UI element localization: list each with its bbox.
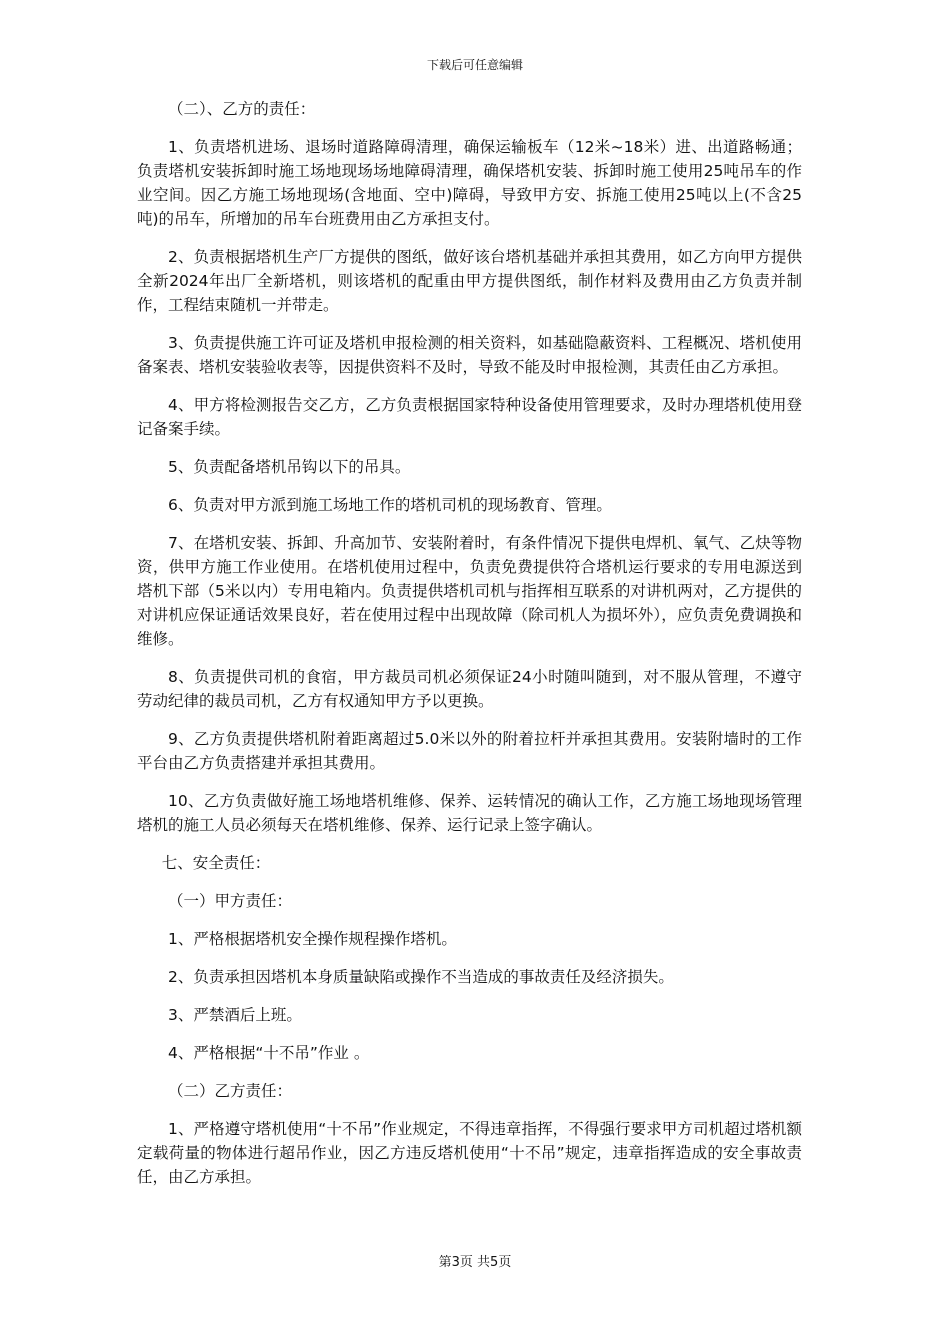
page-header-note: 下载后可任意编辑 — [426, 58, 523, 72]
paragraph: 8、负责提供司机的食宿，甲方裁员司机必须保证24小时随叫随到，对不服从管理，不遵守劳动纪律的裁员司机，乙方有权通知甲方予以更换。 — [137, 668, 802, 710]
subsection-heading-party-a: （一）甲方责任： — [168, 892, 293, 910]
paragraph: 1、严格根据塔机安全操作规程操作塔机。 — [168, 930, 457, 948]
paragraph: 4、甲方将检测报告交乙方，乙方负责根据国家特种设备使用管理要求，及时办理塔机使用登记备案手续。 — [137, 396, 802, 438]
page-number-footer: 第3页 共5页 — [438, 1255, 512, 1270]
paragraph: 7、在塔机安装、拆卸、升高加节、安装附着时，有条件情况下提供电焊机、氧气、乙炔等物资，供甲方施工作业使用。在塔机使用过程中，负责免费提供符合塔机运行要求的专用电源送到塔机下部（5米以内）专用电箱内。负责提供塔机司机与指挥相互联系的对讲机两对，乙方提供的对讲机应保证通话效果良好，若在使用过程中出现故障（除司机人为损坏外），应负责免费调换和维修。 — [137, 534, 802, 648]
section-heading-safety: 七、安全责任： — [161, 854, 271, 872]
paragraph: 1、负责塔机进场、退场时道路障碍清理，确保运输板车（12米~18米）进、出道路畅通；负责塔机安装拆卸时施工场地现场场地障碍清理，确保塔机安装、拆卸时施工使用25吨吊车的作业空间。因乙方施工场地现场(含地面、空中)障碍，导致甲方安、拆施工使用25吨以上(不含25吨)的吊车，所增加的吊车台班费用由乙方承担支付。 — [137, 138, 802, 228]
subsection-heading-party-b: （二）乙方责任： — [168, 1082, 293, 1100]
section-heading-party-b-responsibilities: （二）、乙方的责任： — [168, 100, 316, 118]
paragraph: 1、严格遵守塔机使用“十不吊”作业规定，不得违章指挥，不得强行要求甲方司机超过塔机额定载荷量的物体进行超吊作业，因乙方违反塔机使用“十不吊”规定，违章指挥造成的安全事故责任，由乙方承担。 — [137, 1120, 802, 1186]
paragraph: 5、负责配备塔机吊钩以下的吊具。 — [168, 458, 411, 476]
paragraph: 9、乙方负责提供塔机附着距离超过5.0米以外的附着拉杆并承担其费用。安装附墙时的工作平台由乙方负责搭建并承担其费用。 — [137, 730, 802, 772]
paragraph: 3、负责提供施工许可证及塔机申报检测的相关资料，如基础隐蔽资料、工程概况、塔机使用备案表、塔机安装验收表等，因提供资料不及时，导致不能及时申报检测，其责任由乙方承担。 — [137, 334, 802, 376]
paragraph: 3、严禁酒后上班。 — [168, 1006, 302, 1024]
paragraph: 4、严格根据“十不吊”作业 。 — [168, 1044, 370, 1062]
paragraph: 10、乙方负责做好施工场地塔机维修、保养、运转情况的确认工作，乙方施工场地现场管理塔机的施工人员必须每天在塔机维修、保养、运行记录上签字确认。 — [137, 792, 802, 834]
paragraph: 2、负责承担因塔机本身质量缺陷或操作不当造成的事故责任及经济损失。 — [168, 968, 674, 986]
paragraph: 6、负责对甲方派到施工场地工作的塔机司机的现场教育、管理。 — [168, 496, 612, 514]
document-body — [137, 97, 802, 1203]
paragraph: 2、负责根据塔机生产厂方提供的图纸，做好该台塔机基础并承担其费用，如乙方向甲方提供全新2024年出厂全新塔机，则该塔机的配重由甲方提供图纸，制作材料及费用由乙方负责并制作，工程结束随机一并带走。 — [137, 248, 802, 314]
